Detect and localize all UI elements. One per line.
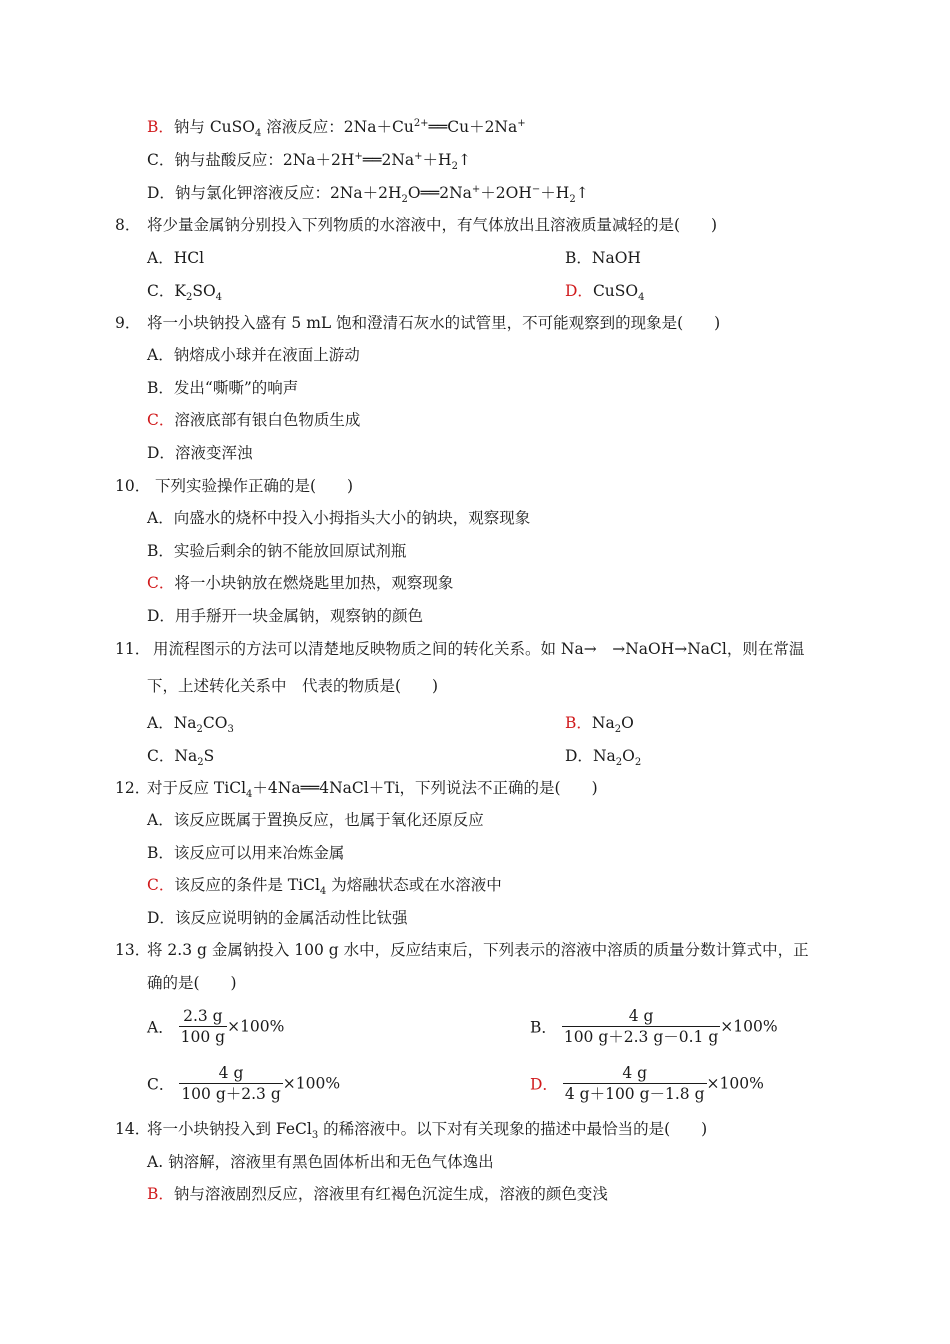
- subscript: 2: [615, 757, 623, 769]
- superscript: +: [354, 150, 363, 162]
- q11-stem: [115, 639, 804, 659]
- subscript: 2: [614, 724, 622, 736]
- subscript: 3: [311, 1130, 319, 1142]
- q9-option-d: [147, 443, 252, 463]
- superscript: +: [517, 117, 526, 129]
- option-letter: C．: [147, 151, 175, 169]
- option-text: 溶液反应：2Na＋Cu: [261, 118, 414, 136]
- option-text: S: [203, 747, 215, 765]
- option-text: 该反应可以用来冶炼金属: [173, 844, 345, 862]
- numerator: 4 g: [179, 1063, 282, 1084]
- option-letter: D．: [147, 444, 175, 462]
- option-text: ×100%: [720, 1017, 778, 1036]
- denominator: 100 g＋2.3 g: [181, 1085, 281, 1103]
- option-text: ×100%: [282, 1074, 341, 1093]
- option-letter: B．: [147, 379, 174, 397]
- option-text: 发出“嘶嘶”的响声: [173, 379, 299, 397]
- q13-option-c: [147, 1063, 340, 1104]
- q9-option-a: [147, 345, 360, 365]
- subscript: 3: [227, 724, 234, 736]
- q14-option-a: [147, 1152, 494, 1172]
- option-text: K: [174, 282, 186, 300]
- option-letter: B．: [530, 1018, 557, 1037]
- question-number: 9．: [115, 314, 141, 332]
- option-letter: A．: [147, 714, 174, 732]
- answer-letter: B．: [147, 118, 174, 136]
- q12-stem: [115, 778, 598, 801]
- q7-option-d: [147, 183, 589, 206]
- option-text: O: [622, 747, 635, 765]
- q11-stem-cont: [147, 676, 438, 696]
- option-text: Na: [174, 747, 198, 765]
- numerator: 2.3 g: [179, 1006, 227, 1027]
- denominator: 4 g＋100 g－1.8 g: [564, 1085, 705, 1103]
- option-text: HCl: [173, 249, 205, 267]
- question-text: 下，上述转化关系中 代表的物质是( ): [147, 677, 439, 695]
- option-text: 钠熔成小球并在液面上游动: [173, 346, 360, 364]
- denominator: 100 g＋2.3 g－0.1 g: [563, 1028, 719, 1046]
- denominator: 100 g: [180, 1028, 226, 1046]
- q9-option-c: [147, 410, 360, 430]
- option-text: 钠与盐酸反应：2Na＋2H: [174, 151, 355, 169]
- option-text: O: [621, 714, 634, 732]
- option-text: ＋H: [540, 184, 570, 202]
- q7-option-c: [147, 150, 471, 173]
- question-text: 下列实验操作正确的是( ): [155, 477, 354, 495]
- option-text: 用手掰开一块金属钠，观察钠的颜色: [174, 607, 423, 625]
- option-letter: C．: [147, 1075, 175, 1094]
- option-letter: A.: [147, 1153, 169, 1171]
- question-number: 11．: [115, 640, 151, 658]
- question-number: 10．: [115, 477, 151, 495]
- answer-letter: C．: [147, 876, 175, 894]
- option-letter: A．: [147, 509, 174, 527]
- question-text: 确的是( ): [147, 974, 237, 992]
- q10-stem: [115, 476, 353, 496]
- question-number: 8．: [115, 216, 141, 234]
- option-text: ══2Na: [362, 151, 415, 169]
- option-text: O══2Na: [407, 184, 472, 202]
- option-letter: C．: [147, 747, 175, 765]
- option-letter: A．: [147, 1018, 174, 1037]
- option-text: 为熔融状态或在水溶液中: [326, 876, 502, 894]
- q8-option-a: [147, 248, 204, 268]
- option-text: 将一小块钠放在燃烧匙里加热，观察现象: [174, 574, 454, 592]
- answer-letter: B．: [565, 714, 592, 732]
- question-number: 13．: [115, 941, 151, 959]
- q11-option-d: [565, 746, 642, 769]
- superscript: −: [531, 183, 541, 195]
- q12-option-a: [147, 810, 484, 830]
- q11-option-a: [147, 713, 234, 736]
- option-letter: A．: [147, 811, 174, 829]
- q11-option-b: [565, 713, 634, 736]
- subscript: 4: [215, 292, 223, 304]
- option-text: 钠与 CuSO: [173, 118, 255, 136]
- question-text: 将少量金属钠分别投入下列物质的水溶液中，有气体放出且溶液质量减轻的是( ): [147, 216, 718, 234]
- option-text: ↑: [575, 184, 589, 202]
- option-text: Na: [591, 714, 615, 732]
- option-text: SO: [192, 282, 216, 300]
- subscript: 4: [246, 789, 253, 801]
- superscript: +: [414, 150, 423, 162]
- q10-option-b: [147, 541, 406, 561]
- option-text: CuSO: [592, 282, 639, 300]
- question-text: 将一小块钠投入到 FeCl: [147, 1120, 312, 1138]
- answer-letter: D．: [530, 1075, 558, 1094]
- q10-option-d: [147, 606, 423, 626]
- option-letter: B．: [147, 542, 174, 560]
- superscript: 2+: [413, 117, 429, 129]
- option-text: ＋2OH: [480, 184, 532, 202]
- option-text: Na: [173, 714, 197, 732]
- question-number: 12．: [115, 779, 151, 797]
- option-text: ×100%: [227, 1017, 285, 1036]
- question-text: 对于反应 TiCl: [147, 779, 247, 797]
- option-letter: C．: [147, 282, 175, 300]
- q13-option-a: [147, 1006, 284, 1047]
- option-letter: D．: [147, 909, 175, 927]
- fraction: [562, 1006, 720, 1047]
- q14-stem: [115, 1119, 708, 1142]
- subscript: 2: [451, 161, 458, 173]
- question-text: 将 2.3 g 金属钠投入 100 g 水中，反应结束后，下列表示的溶液中溶质的质量分数计算式中，正: [147, 941, 809, 959]
- answer-letter: D．: [565, 282, 593, 300]
- q9-option-b: [147, 378, 298, 398]
- option-letter: D．: [565, 747, 593, 765]
- option-text: 实验后剩余的钠不能放回原试剂瓶: [173, 542, 407, 560]
- q9-stem: [115, 313, 720, 333]
- q8-option-b: [565, 248, 641, 268]
- option-text: 该反应既属于置换反应，也属于氧化还原反应: [173, 811, 484, 829]
- subscript: 2: [185, 292, 193, 304]
- option-text: 钠与氯化钾溶液反应：2Na＋2H: [174, 184, 402, 202]
- q13-stem-cont: [147, 973, 237, 993]
- option-text: 该反应说明钠的金属活动性比钛强: [174, 909, 408, 927]
- question-text: 将一小块钠投入盛有 5 mL 饱和澄清石灰水的试管里，不可能观察到的现象是( ): [147, 314, 721, 332]
- option-text: ↑: [457, 151, 471, 169]
- q12-option-c: [147, 875, 502, 898]
- subscript: 4: [638, 292, 645, 304]
- q13-stem: [115, 940, 809, 960]
- superscript: +: [471, 183, 481, 195]
- q8-option-d: [565, 281, 645, 304]
- answer-letter: C．: [147, 411, 175, 429]
- question-text: 的稀溶液中。以下对有关现象的描述中最恰当的是( ): [318, 1120, 708, 1138]
- option-text: ×100%: [706, 1074, 764, 1093]
- q8-option-c: [147, 281, 223, 304]
- q12-option-d: [147, 908, 407, 928]
- fraction: [179, 1063, 282, 1104]
- option-text: ＋H: [422, 151, 452, 169]
- option-text: NaOH: [591, 249, 641, 267]
- q13-option-b: [530, 1006, 778, 1047]
- question-number: 14．: [115, 1120, 151, 1138]
- option-text: Na: [592, 747, 616, 765]
- option-text: 钠与溶液剧烈反应，溶液里有红褐色沉淀生成，溶液的颜色变浅: [173, 1185, 608, 1203]
- option-letter: D．: [147, 607, 175, 625]
- option-text: 溶液变浑浊: [174, 444, 253, 462]
- option-text: 钠溶解，溶液里有黑色固体析出和无色气体逸出: [168, 1153, 494, 1171]
- fraction: [563, 1063, 707, 1104]
- numerator: 4 g: [563, 1063, 707, 1084]
- question-text: ＋4Na══4NaCl＋Ti，下列说法不正确的是( ): [252, 779, 598, 797]
- subscript: 2: [569, 194, 576, 206]
- option-text: 向盛水的烧杯中投入小拇指头大小的钠块，观察现象: [173, 509, 531, 527]
- q10-option-a: [147, 508, 530, 528]
- subscript: 4: [255, 128, 262, 140]
- q10-option-c: [147, 573, 453, 593]
- option-text: CO: [202, 714, 228, 732]
- option-letter: D．: [147, 184, 175, 202]
- subscript: 4: [319, 886, 327, 898]
- option-letter: B．: [147, 844, 174, 862]
- subscript: 2: [401, 194, 408, 206]
- option-letter: A．: [147, 346, 174, 364]
- question-text: 用流程图示的方法可以清楚地反映物质之间的转化关系。如 Na→ →NaOH→NaCl，则在常温: [153, 640, 805, 658]
- fraction: [179, 1006, 227, 1047]
- subscript: 2: [197, 757, 204, 769]
- q12-option-b: [147, 843, 344, 863]
- q7-option-b: [147, 117, 526, 140]
- q8-stem: [115, 215, 717, 235]
- option-text: 溶液底部有银白色物质生成: [174, 411, 361, 429]
- q13-option-d: [530, 1063, 764, 1104]
- option-letter: A．: [147, 249, 174, 267]
- option-text: 该反应的条件是 TiCl: [174, 876, 320, 894]
- subscript: 2: [196, 724, 203, 736]
- answer-letter: C．: [147, 574, 175, 592]
- option-letter: B．: [565, 249, 592, 267]
- q14-option-b: [147, 1184, 608, 1204]
- numerator: 4 g: [562, 1006, 720, 1027]
- option-text: ══Cu＋2Na: [428, 118, 518, 136]
- subscript: 2: [634, 757, 642, 769]
- answer-letter: B．: [147, 1185, 174, 1203]
- q11-option-c: [147, 746, 215, 769]
